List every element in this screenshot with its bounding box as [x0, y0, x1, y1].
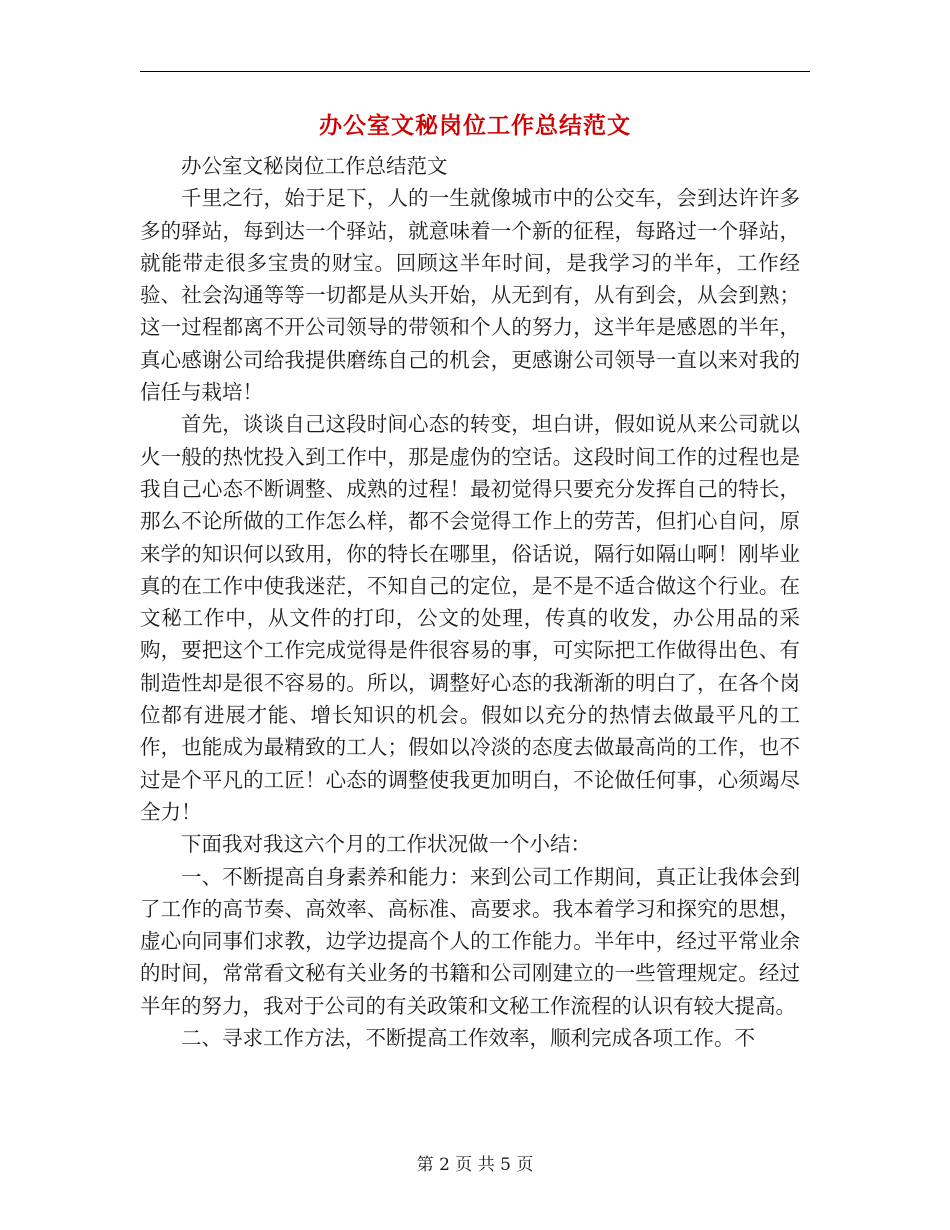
document-title: 办公室文秘岗位工作总结范文 — [319, 113, 631, 139]
paragraph-subtitle: 办公室文秘岗位工作总结范文 — [181, 154, 448, 178]
paragraph: 下面我对我这六个月的工作状况做一个小结： — [181, 832, 591, 857]
paragraph: 一、不断提高自身素养和能力：来到公司工作期间，真正让我体会到了工作的高节奏、高效率、高标准、高要求。我本着学习和探究的思想，虚心向同事们求教，边学边提高个人的工作能力。半年中，经过平常业余的时间，常常看文秘有关业务的书籍和公司刚建立的一些管理规定。经过半年的努力，我对于公司的有关政策和文秘工作流程的认识有较大提高。 — [140, 864, 800, 1018]
paragraph: 千里之行，始于足下，人的一生就像城市中的公交车，会到达许许多多的驿站，每到达一个驿站，就意味着一个新的征程，每路过一个驿站，就能带走很多宝贵的财宝。回顾这半年时间，是我学习的半年，工作经验、社会沟通等等一切都是从头开始，从无到有，从有到会，从会到熟；这一过程都离不开公司领导的带领和个人的努力，这半年是感恩的半年，真心感谢公司给我提供磨练自己的机会，更感谢公司领导一直以来对我的信任与栽培！ — [140, 186, 800, 405]
paragraph: 首先，谈谈自己这段时间心态的转变，坦白讲，假如说从来公司就以火一般的热忱投入到工作中，那是虚伪的空话。这段时间工作的过程也是我自己心态不断调整、成熟的过程！最初觉得只要充分发挥自己的特长，那么不论所做的工作怎么样，都不会觉得工作上的劳苦，但扪心自问，原来学的知识何以致用，你的特长在哪里，俗话说，隔行如隔山啊！刚毕业真的在工作中使我迷茫，不知自己的定位，是不是不适合做这个行业。在文秘工作中，从文件的打印，公文的处理，传真的收发，办公用品的采购，要把这个工作完成觉得是件很容易的事，可实际把工作做得出色、有制造性却是很不容易的。所以，调整好心态的我渐渐的明白了，在各个岗位都有进展才能、增长知识的机会。假如以充分的热情去做最平凡的工作，也能成为最精致的工人；假如以冷淡的态度去做最高尚的工作，也不过是个平凡的工匠！心态的调整使我更加明白，不论做任何事，心须竭尽全力！ — [140, 412, 800, 824]
page-number-footer: 第 2 页 共 5 页 — [416, 1155, 534, 1175]
header-rule — [140, 71, 810, 72]
document-body — [140, 150, 800, 1054]
paragraph: 二、寻求工作方法，不断提高工作效率，顺利完成各项工作。不 — [181, 1026, 755, 1051]
